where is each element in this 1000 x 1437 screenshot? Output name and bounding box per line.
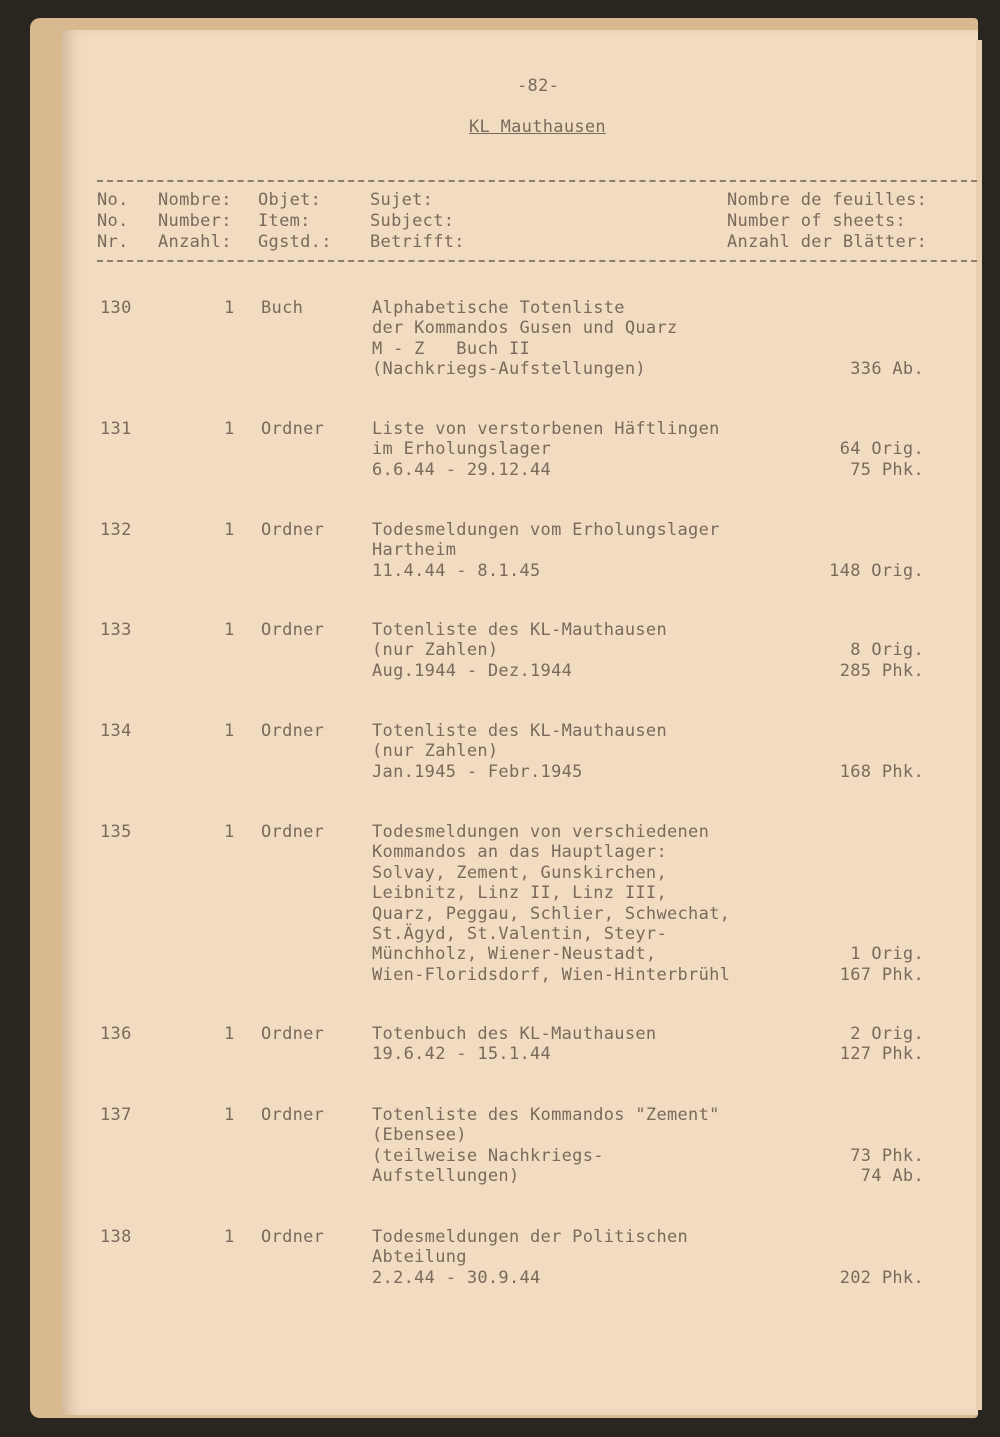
entry-sheets-line — [840, 1227, 924, 1247]
entry-subject-line: Hartheim — [372, 540, 457, 561]
entry-sheets-line — [850, 298, 924, 318]
entry-sheets — [829, 520, 924, 581]
entry-subject-line: Wien-Floridsdorf, Wien-Hinterbrühl — [372, 964, 731, 985]
entry-sheets-line: 336 Ab. — [850, 359, 924, 380]
entry-count: 1 — [224, 721, 235, 741]
entry-subject-line: M - Z Buch II — [372, 338, 531, 359]
entry-count: 1 — [224, 1227, 235, 1247]
header-label: Subject: — [370, 211, 455, 231]
entry-sheets-line — [840, 863, 924, 883]
header-label: Nombre de feuilles: — [727, 190, 928, 210]
entry-sheets-line: 202 Phk. — [839, 1267, 924, 1288]
entry-sheets-line: 73 Phk. — [850, 1145, 924, 1166]
header-label: Nr. — [97, 232, 129, 252]
entry-sheets-line: 127 Phk. — [839, 1044, 924, 1065]
entry-subject-line: 6.6.44 - 29.12.44 — [372, 459, 552, 480]
entry-sheets-line: 64 Orig. — [839, 439, 924, 460]
page-number: -82- — [517, 76, 560, 96]
entry-sheets — [840, 721, 924, 782]
entry-sheets-line — [840, 741, 924, 761]
entry-sheets-line — [840, 842, 924, 862]
entry-object: Ordner — [261, 419, 325, 439]
entry-number: 131 — [100, 419, 132, 439]
entry-subject-line: der Kommandos Gusen und Quarz — [372, 318, 678, 339]
entry-subject-line: Todesmeldungen der Politischen — [372, 1227, 689, 1247]
header-label: Number: — [158, 211, 232, 231]
header-label: No. — [97, 211, 129, 231]
entry-sheets — [840, 419, 924, 480]
entry-subject-line: Münchholz, Wiener-Neustadt, — [372, 944, 657, 965]
entry-sheets-line — [850, 1125, 924, 1145]
entry-subject — [372, 822, 730, 985]
entry-sheets-line — [829, 540, 924, 560]
entry-object: Ordner — [261, 520, 325, 540]
entry-subject-line: Totenbuch des KL-Mauthausen — [372, 1024, 657, 1044]
entry-subject-line: Todesmeldungen von verschiedenen — [372, 822, 710, 842]
entry-number: 134 — [100, 721, 132, 741]
entry-sheets-line: 74 Ab. — [860, 1166, 924, 1187]
entry-subject-line: Alphabetische Totenliste — [372, 298, 625, 318]
entry-sheets-line — [840, 721, 924, 741]
entry-number: 132 — [100, 520, 132, 540]
entry-subject-line: Aug.1944 - Dez.1944 — [372, 660, 573, 681]
header-label: Objet: — [258, 190, 322, 210]
header-col-count — [158, 190, 232, 253]
entry-sheets — [850, 298, 924, 380]
entry-subject-line: 19.6.42 - 15.1.44 — [372, 1044, 552, 1065]
page-right-edge — [976, 40, 982, 1410]
entry-subject-line: Totenliste des KL-Mauthausen — [372, 620, 667, 640]
header-col-subject — [370, 190, 465, 253]
entry-sheets-line — [840, 883, 924, 903]
entry-subject — [372, 1024, 656, 1065]
header-divider-top — [97, 180, 977, 182]
entry-sheets-line — [840, 419, 924, 439]
entry-count: 1 — [224, 1024, 235, 1044]
entry-number: 135 — [100, 822, 132, 842]
entry-subject-line: St.Ägyd, St.Valentin, Steyr- — [372, 924, 667, 945]
entry-object: Ordner — [261, 620, 325, 640]
header-divider-bottom — [97, 260, 977, 262]
entry-subject — [372, 298, 678, 380]
entry-sheets-line: 2 Orig. — [850, 1024, 924, 1044]
entry-count: 1 — [224, 298, 235, 318]
entry-object: Ordner — [261, 822, 325, 842]
entry-subject-line: (Ebensee) — [372, 1125, 467, 1146]
entry-sheets-line — [850, 1105, 924, 1125]
entry-subject-line: (teilweise Nachkriegs- — [372, 1145, 604, 1166]
header-col-no — [97, 190, 129, 253]
document-title: KL Mauthausen — [469, 117, 606, 137]
entry-sheets-line: 168 Phk. — [839, 761, 924, 782]
entry-sheets-line — [829, 520, 924, 540]
header-label: Sujet: — [370, 190, 434, 210]
entry-subject-line: (Nachkriegs-Aufstellungen) — [372, 359, 646, 380]
entry-count: 1 — [224, 1105, 235, 1125]
entry-subject — [372, 419, 720, 480]
entry-sheets — [840, 822, 924, 985]
entry-sheets-line — [850, 318, 924, 338]
entry-subject-line: 2.2.44 - 30.9.44 — [372, 1267, 541, 1288]
header-label: No. — [97, 190, 129, 210]
entry-subject-line: Totenliste des Kommandos "Zement" — [372, 1105, 720, 1125]
entry-subject-line: Kommandos an das Hauptlager: — [372, 842, 667, 863]
header-label: Anzahl: — [158, 232, 232, 252]
entry-sheets — [840, 620, 924, 681]
header-col-object — [258, 190, 332, 253]
entry-subject-line: (nur Zahlen) — [372, 640, 499, 661]
entry-object: Buch — [261, 298, 304, 318]
entry-subject-line: Quarz, Peggau, Schlier, Schwechat, — [372, 903, 731, 924]
entry-subject — [372, 1227, 688, 1288]
header-label: Anzahl der Blätter: — [727, 232, 928, 252]
entry-object: Ordner — [261, 1105, 325, 1125]
header-label: Ggstd.: — [258, 232, 332, 252]
header-label: Nombre: — [158, 190, 232, 210]
entry-sheets-line — [840, 1247, 924, 1267]
header-label: Item: — [258, 211, 311, 231]
entry-object: Ordner — [261, 721, 325, 741]
header-label: Betrifft: — [370, 232, 465, 252]
entry-sheets-line — [840, 904, 924, 924]
entry-subject-line: Totenliste des KL-Mauthausen — [372, 721, 667, 741]
entry-count: 1 — [224, 822, 235, 842]
entry-number: 138 — [100, 1227, 132, 1247]
entry-subject-line: Liste von verstorbenen Häftlingen — [372, 419, 720, 439]
entry-subject — [372, 721, 667, 782]
entry-sheets — [840, 1227, 924, 1288]
entry-object: Ordner — [261, 1227, 325, 1247]
entry-sheets-line: 75 Phk. — [850, 459, 924, 480]
entry-subject-line: Aufstellungen) — [372, 1166, 520, 1187]
entry-subject-line: Solvay, Zement, Gunskirchen, — [372, 862, 667, 883]
entry-object: Ordner — [261, 1024, 325, 1044]
entry-sheets-line: 8 Orig. — [850, 640, 924, 661]
entry-number: 137 — [100, 1105, 132, 1125]
entry-number: 133 — [100, 620, 132, 640]
entry-sheets-line — [840, 620, 924, 640]
entry-sheets-line — [840, 822, 924, 842]
entry-sheets-line: 167 Phk. — [839, 964, 924, 985]
entry-sheets-line — [840, 924, 924, 944]
entry-subject-line: Jan.1945 - Febr.1945 — [372, 761, 583, 782]
header-col-sheets — [727, 190, 927, 253]
entry-subject-line: Leibnitz, Linz II, Linz III, — [372, 883, 667, 904]
entry-subject — [372, 620, 667, 681]
entry-subject — [372, 1105, 720, 1187]
entry-sheets-line: 1 Orig. — [850, 944, 924, 965]
entry-sheets-line — [850, 339, 924, 359]
entry-subject — [372, 520, 720, 581]
entry-subject-line: (nur Zahlen) — [372, 741, 499, 762]
entry-number: 130 — [100, 298, 132, 318]
entry-subject-line: Abteilung — [372, 1247, 467, 1268]
entry-sheets-line: 148 Orig. — [829, 560, 924, 581]
entry-sheets — [850, 1105, 924, 1187]
entry-count: 1 — [224, 620, 235, 640]
entry-count: 1 — [224, 520, 235, 540]
entry-number: 136 — [100, 1024, 132, 1044]
entry-sheets-line: 285 Phk. — [839, 660, 924, 681]
entry-subject-line: im Erholungslager — [372, 439, 552, 460]
header-label: Number of sheets: — [727, 211, 907, 231]
entry-count: 1 — [224, 419, 235, 439]
entry-subject-line: 11.4.44 - 8.1.45 — [372, 560, 541, 581]
entry-subject-line: Todesmeldungen vom Erholungslager — [372, 520, 720, 540]
entry-sheets — [840, 1024, 924, 1065]
